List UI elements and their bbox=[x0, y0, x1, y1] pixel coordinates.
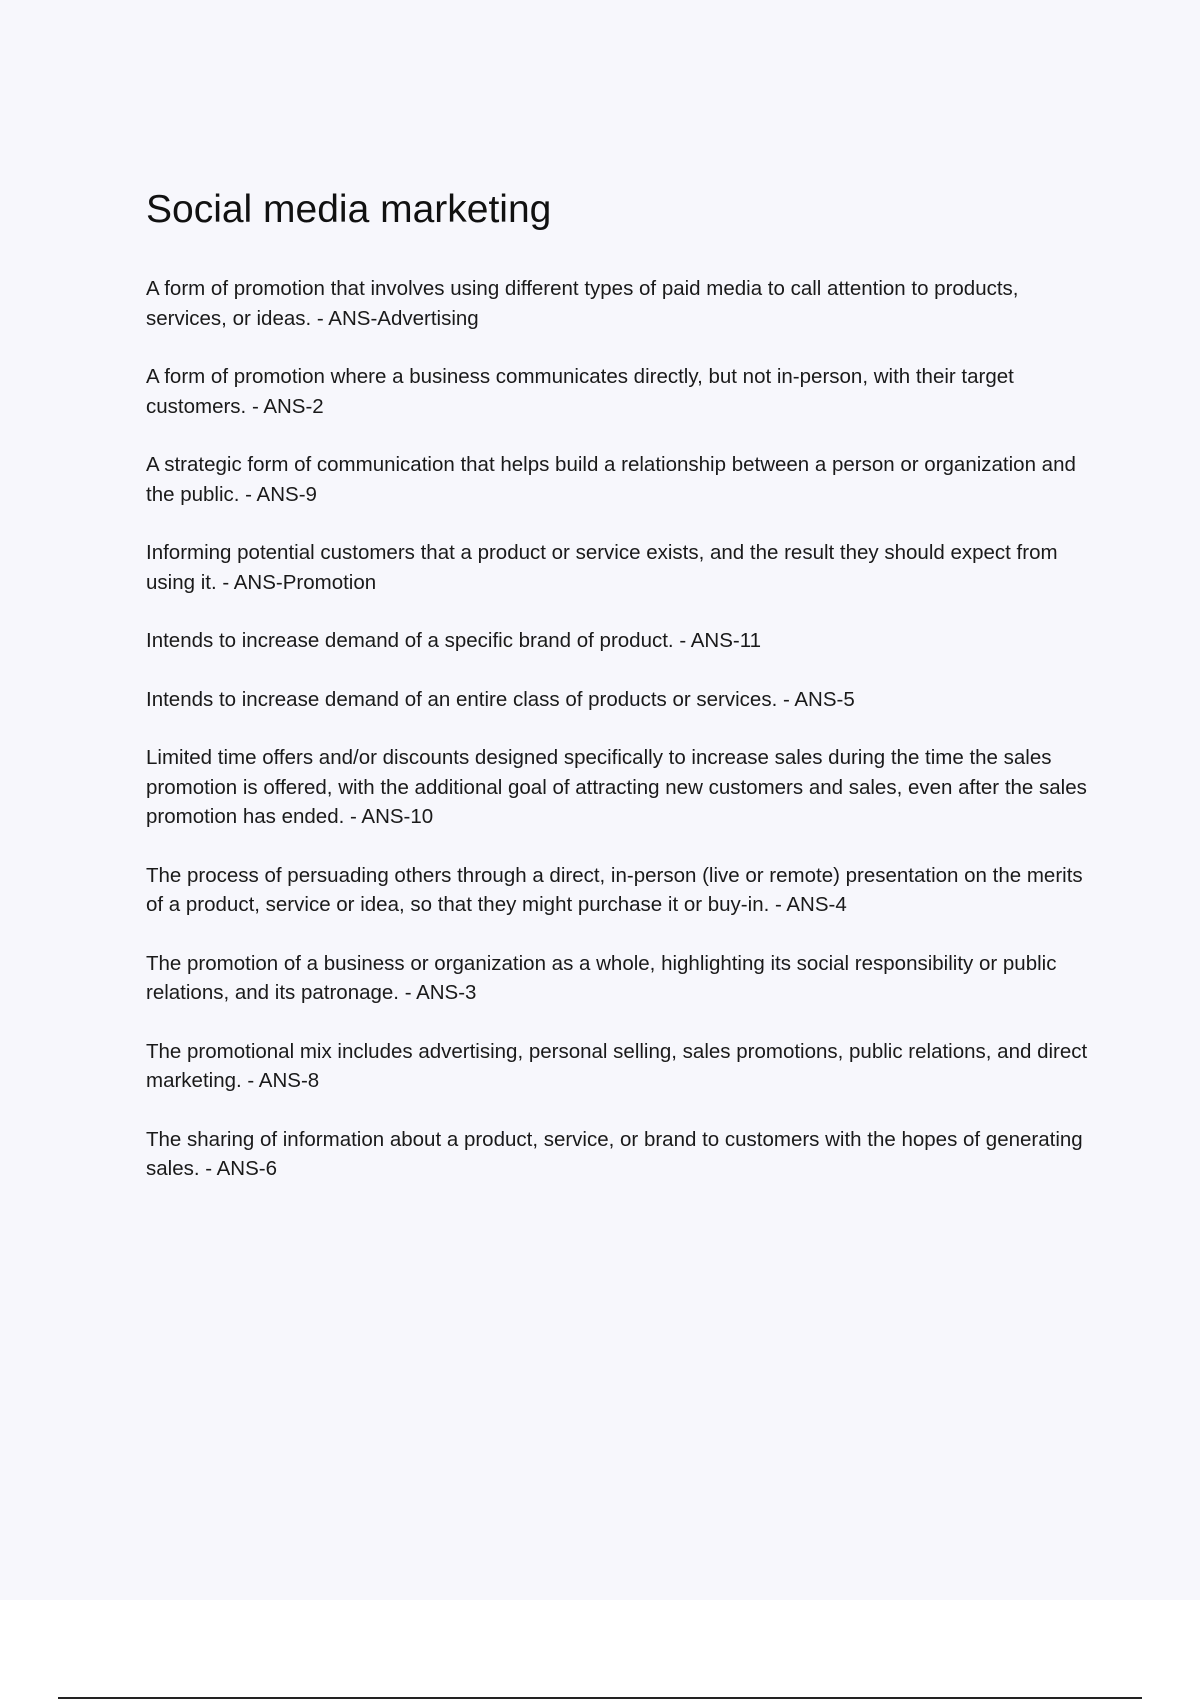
qa-item: Informing potential customers that a product or service exists, and the result they should expect from using it. - ANS-Promotion bbox=[146, 541, 1058, 594]
qa-item: A strategic form of communication that helps build a relationship between a person or organization and the public. - ANS-9 bbox=[146, 453, 1076, 506]
qa-list bbox=[146, 274, 1096, 1184]
qa-item: A form of promotion that involves using different types of paid media to call attention to products, services, or ideas. - ANS-Advertising bbox=[146, 277, 1019, 330]
document-content bbox=[146, 186, 1096, 1213]
qa-item: A form of promotion where a business communicates directly, but not in-person, with their target customers. - ANS-2 bbox=[146, 365, 1014, 418]
qa-item: Intends to increase demand of an entire class of products or services. - ANS-5 bbox=[146, 687, 855, 711]
qa-item: The sharing of information about a product, service, or brand to customers with the hopes of generating sales. - ANS-6 bbox=[146, 1127, 1083, 1180]
qa-item: Limited time offers and/or discounts designed specifically to increase sales during the time the sales promotion is offered, with the additional goal of attracting new customers and sales, even after the sales promotion has ended. - ANS-10 bbox=[146, 746, 1087, 828]
footer-divider bbox=[58, 1697, 1142, 1699]
page-title: Social media marketing bbox=[146, 188, 552, 231]
qa-item: The process of persuading others through a direct, in-person (live or remote) presentation on the merits of a product, service or idea, so that they might purchase it or buy-in. - ANS-4 bbox=[146, 863, 1083, 916]
qa-item: The promotion of a business or organization as a whole, highlighting its social responsibility or public relations, and its patronage. - ANS-3 bbox=[146, 951, 1057, 1004]
qa-item: Intends to increase demand of a specific brand of product. - ANS-11 bbox=[146, 629, 761, 652]
qa-item: The promotional mix includes advertising, personal selling, sales promotions, public relations, and direct marketing. - ANS-8 bbox=[146, 1039, 1088, 1092]
